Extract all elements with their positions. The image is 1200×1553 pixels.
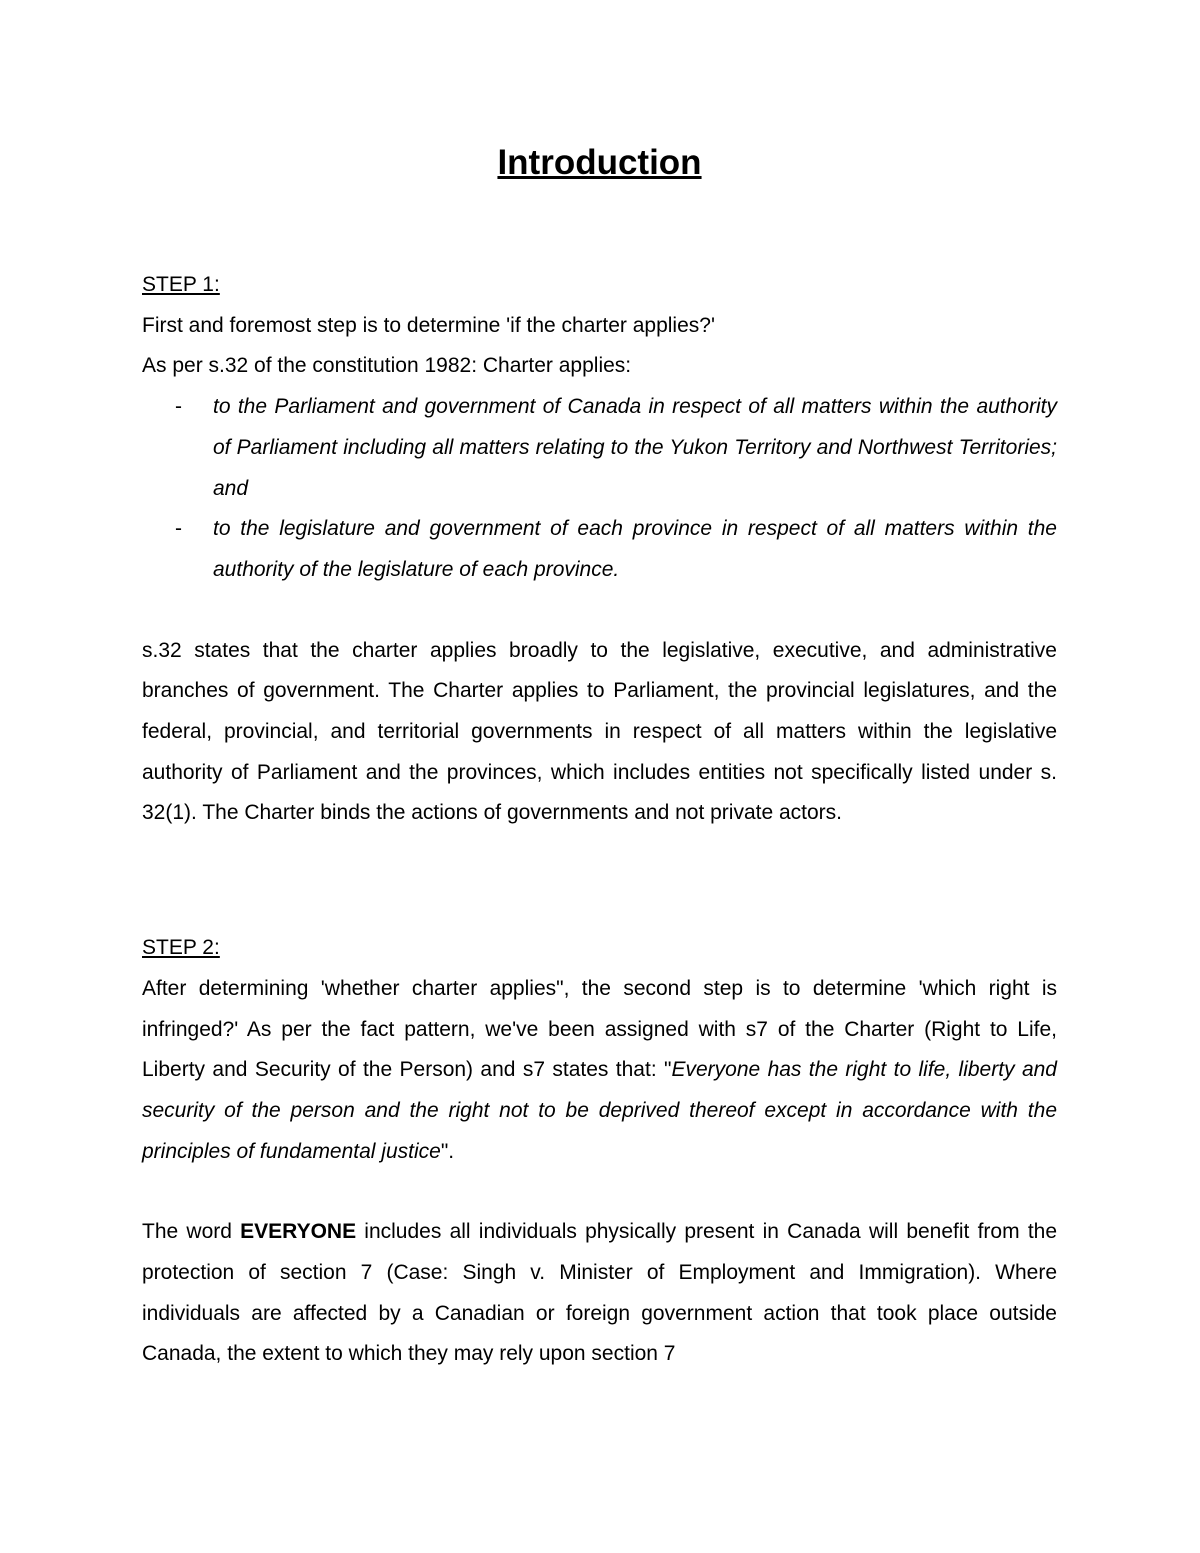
step2-paragraph-1	[142, 969, 1057, 1173]
bullet-dash: -	[175, 517, 182, 541]
step2-section	[142, 928, 1057, 1375]
bullet-text: to the Parliament and government of Canada in respect of all matters within the authority of Parliament including all matters relating to the Yukon Territory and Northwest Territories; and	[213, 395, 1057, 500]
bullet-dash: -	[175, 395, 182, 419]
list-item	[142, 509, 1057, 590]
step1-bullet-list	[142, 387, 1057, 591]
step1-heading: STEP 1:	[142, 273, 220, 296]
step1-section	[142, 265, 1057, 834]
step2-heading: STEP 2:	[142, 936, 220, 960]
step2-para2-lead: The word	[142, 1220, 241, 1244]
list-item	[142, 387, 1057, 509]
s7-quote: Everyone has the right to life, liberty and security of the person and the right not to be deprived thereof except in accordance with the principles of fundamental justice	[142, 1058, 1057, 1163]
document-page	[142, 130, 1057, 1375]
page-title: Introduction	[497, 143, 702, 182]
step1-paragraph: s.32 states that the charter applies broadly to the legislative, executive, and administrative branches of government. The Charter applies to Parliament, the provincial legislatures, and the federal, provincial, and territorial governments in respect of all matters within the legislative authority of Parliament and the provinces, which includes entities not specifically listed under s. 32(1). The Charter binds the actions of governments and not private actors.	[142, 638, 1057, 825]
step2-para2-text: includes all individuals physically present in Canada will benefit from the protection of section 7 (Case: Singh v. Minister of Employment and Immigration). Where individuals are affected by a Canadian or foreign government action that took place outside Canada, the extent to which they may rely upon section 7	[142, 1220, 1058, 1366]
step1-line1: First and foremost step is to determine 'if the charter applies?'	[142, 313, 715, 337]
step1-line2: As per s.32 of the constitution 1982: Charter applies:	[142, 354, 632, 378]
step2-para1-text: After determining 'whether charter applies", the second step is to determine 'which right is infringed?' As per the fact pattern, we've been assigned with s7 of the Charter (Right to Life, Liberty and Security of the Person) and s7 states that: "	[142, 976, 1057, 1082]
everyone-emphasis: EVERYONE	[240, 1220, 357, 1244]
step2-para1-end: ".	[440, 1139, 455, 1163]
bullet-text: to the legislature and government of each province in respect of all matters within the authority of the legislature of each province.	[213, 517, 1057, 581]
step2-paragraph-2	[142, 1212, 1057, 1375]
